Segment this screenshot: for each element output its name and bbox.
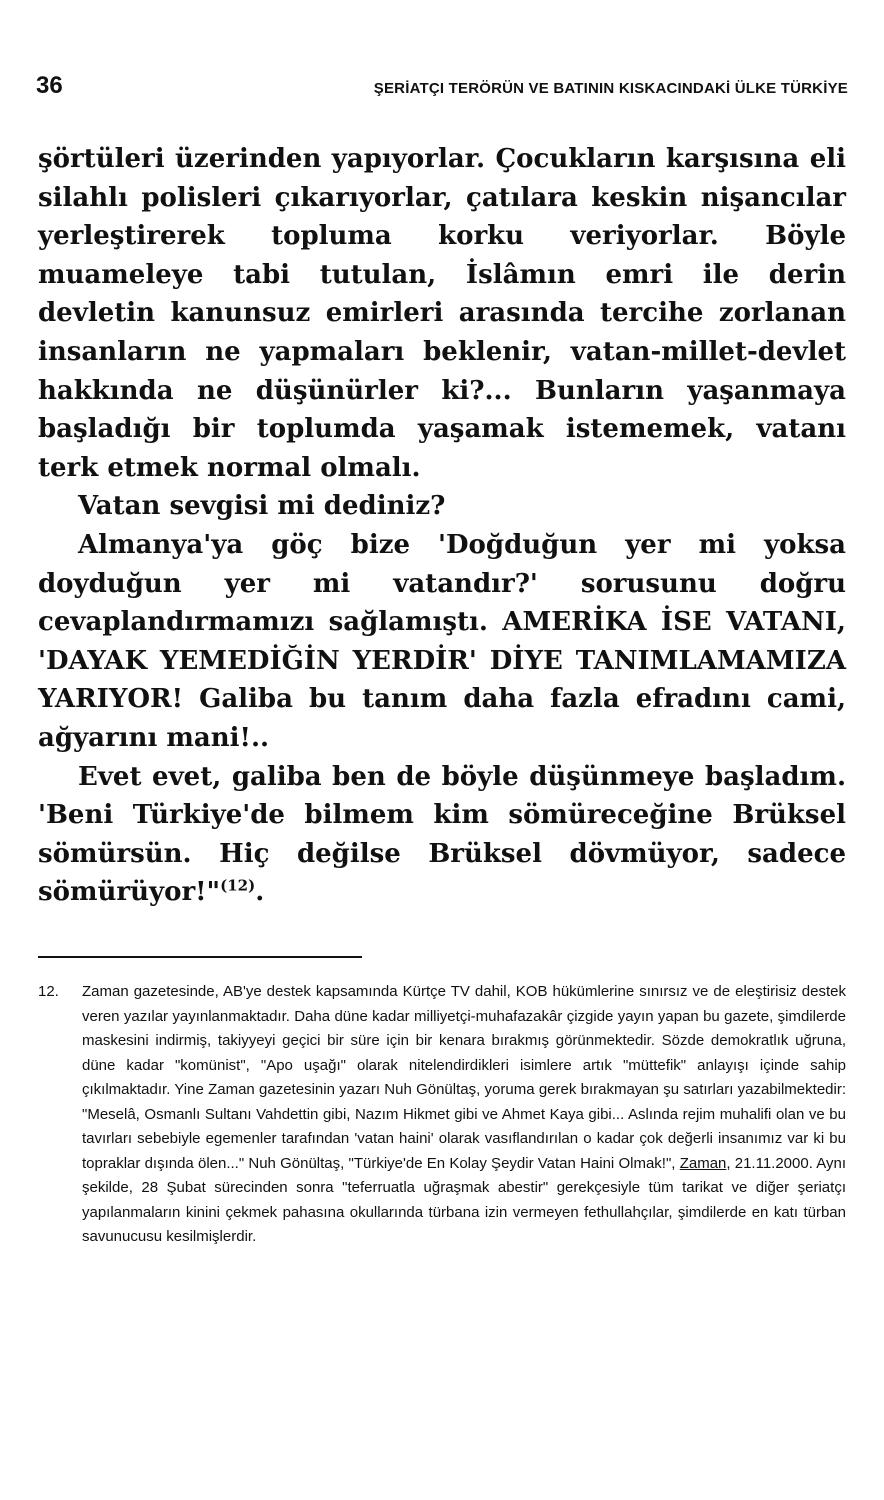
footnote-divider <box>38 956 362 958</box>
footnote-text-before-source: Zaman gazetesinde, AB'ye destek kapsamında Kürtçe TV dahil, KOB hükümlerine sınırsız ve de eleştirisiz destek veren yazılar yayınlanmaktadır. Daha düne kadar milliyetçi-muhafazakâr çizgide yayın yapan bu gazete, şimdilerde maskesini indirmiş, takiyyeyi geçici bir süre için bir kenara bırakmış görünmektedir. Sözde demokratlık uğruna, düne kadar "komünist", "Apo uşağı" olarak nitelendirdikleri isimlere artık "müttefik" anlayışı içinde sahip çıkılmaktadır. Yine Zaman gazetesinin yazarı Nuh Gönültaş, yoruma gerek bırakmayan şu satırları yazabilmektedir: "Meselâ, Osmanlı Sultanı Vahdettin gibi, Nazım Hikmet gibi ve Ahmet Kaya gibi... Aslında rejim muhalifi olan ve bu tavırları sebebiyle egemenler tarafından 'vatan haini' olarak vasıflandırılan o kadar çok değerli insanımız var ki bu topraklar dışında ölen..." Nuh Gönültaş, "Türkiye'de En Kolay Şeydir Vatan Haini Olmak!", <box>82 983 846 1172</box>
footnote <box>38 980 846 1250</box>
paragraph-continuation: şörtüleri üzerinden yapıyorlar. Çocukların karşısına eli silahlı polisleri çıkarıyorlar, çatılara keskin nişancılar yerleştirerek topluma korku veriyorlar. Böyle muameleye tabi tutulan, İslâmın emri ile derin devletin kanunsuz emirleri arasında tercihe zorlanan insanların ne yapmaları beklenir, vatan-millet-devlet hakkında ne düşünürler ki?... Bunların yaşanmaya başladığı bir toplumda yaşamak istememek, vatanı terk etmek normal olmalı. <box>38 144 846 483</box>
footnote-text <box>82 980 846 1250</box>
footnote-source: Zaman <box>679 1154 727 1172</box>
paragraph-migration: Almanya'ya göç bize 'Doğduğun yer mi yoksa doyduğun yer mi vatandır?' sorusunu doğru cevaplandırmamızı sağlamıştı. AMERİKA İSE VATANI, 'DAYAK YEMEDİĞİN YERDİR' DİYE TANIMLAMAMIZA YARIYOR! Galiba bu tanım daha fazla efradını cami, ağyarını mani!.. <box>38 529 846 753</box>
running-title: ŞERİATÇI TERÖRÜN VE BATININ KISKACINDAKİ ÜLKE TÜRKİYE <box>373 80 848 97</box>
page-header <box>36 72 848 102</box>
paragraph-question: Vatan sevgisi mi dediniz? <box>78 491 446 522</box>
paragraph-conclusion <box>38 758 846 912</box>
footnote-text-after-source: , 21.11.2000. Aynı şekilde, 28 Şubat sürecinden sonra "teferruatla uğraşmak abestir" gerekçesiyle tüm tarikat ve diğer şeriatçı yapılanmaların kinini çekmek pahasına okullarında türbana izin vermeyen fethullahçılar, şimdilerde en katı türban savunucusu kesilmişlerdir. <box>82 1154 847 1245</box>
footnote-reference: (12) <box>220 876 256 895</box>
conclusion-text: Evet evet, galiba ben de böyle düşünmeye başladım. 'Beni Türkiye'de bilmem kim sömüreceğine Brüksel sömürsün. Hiç değilse Brüksel dövmüyor, sadece sömürüyor!" <box>38 761 846 908</box>
main-text <box>38 140 846 912</box>
conclusion-period: . <box>255 877 265 908</box>
footnote-number: 12. <box>38 983 59 1000</box>
page-number: 36 <box>36 72 63 99</box>
